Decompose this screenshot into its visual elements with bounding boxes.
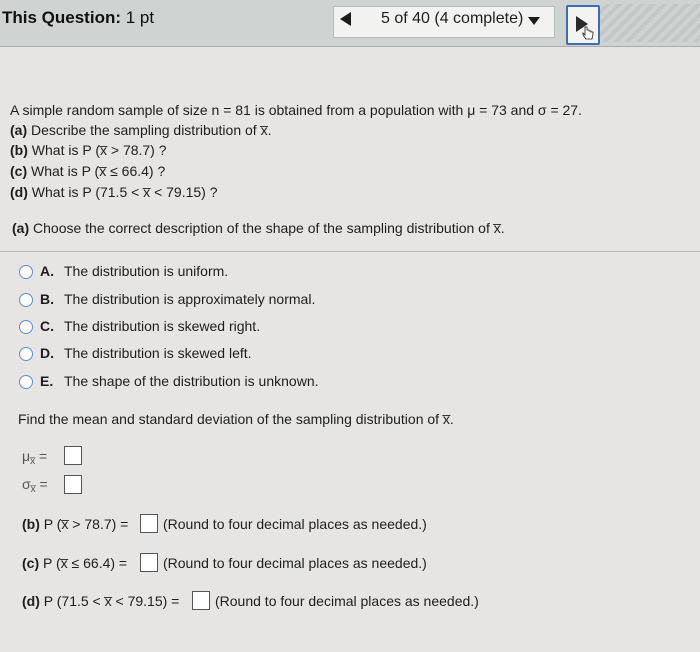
header-pattern bbox=[600, 4, 700, 42]
problem-part-b bbox=[10, 142, 167, 158]
part-d-text: What is P (71.5 < x̅ < 79.15) ? bbox=[31, 184, 218, 200]
question-body bbox=[0, 47, 700, 652]
part-b-row-label: (b) bbox=[22, 516, 40, 532]
option-d-text[interactable]: The distribution is skewed left. bbox=[64, 345, 252, 361]
part-b-label: (b) bbox=[10, 142, 28, 158]
next-question-button[interactable] bbox=[566, 5, 600, 45]
part-a-prompt-text: Choose the correct description of the shape of the sampling distribution of x̅. bbox=[33, 220, 505, 236]
problem-part-d bbox=[10, 184, 218, 200]
sd-equals: = bbox=[39, 476, 48, 492]
option-d-radio[interactable] bbox=[19, 347, 33, 361]
question-header bbox=[0, 0, 700, 47]
part-a-label: (a) bbox=[10, 122, 28, 138]
part-c-note: (Round to four decimal places as needed.) bbox=[163, 555, 427, 571]
sd-label bbox=[22, 476, 48, 495]
part-d-note: (Round to four decimal places as needed.) bbox=[215, 593, 479, 609]
hand-cursor-icon bbox=[582, 26, 594, 40]
problem-part-c bbox=[10, 163, 165, 179]
sigma-subscript: x̅ bbox=[30, 484, 36, 495]
part-a-text: Describe the sampling distribution of x̅. bbox=[31, 122, 272, 138]
progress-text: 5 of 40 (4 complete) bbox=[381, 10, 524, 27]
part-d-label: (d) bbox=[10, 184, 28, 200]
part-c-row-label: (c) bbox=[22, 555, 40, 571]
part-a-prompt-label: (a) bbox=[12, 220, 30, 236]
sigma-symbol: σ bbox=[22, 476, 31, 492]
divider bbox=[0, 251, 700, 252]
part-d-row-label: (d) bbox=[22, 593, 40, 609]
previous-question-icon[interactable] bbox=[340, 12, 351, 26]
sd-answer-input[interactable] bbox=[64, 475, 82, 494]
part-d-row bbox=[22, 593, 179, 609]
mu-subscript: x̅ bbox=[30, 456, 36, 467]
option-b-letter: B. bbox=[40, 291, 54, 307]
part-b-text: What is P (x̅ > 78.7) ? bbox=[31, 142, 167, 158]
problem-part-a bbox=[10, 122, 271, 138]
part-d-answer-input[interactable] bbox=[192, 591, 210, 610]
problem-intro: A simple random sample of size n = 81 is obtained from a population with μ = 73 and σ = 27. bbox=[10, 102, 582, 118]
option-e-text[interactable]: The shape of the distribution is unknown. bbox=[64, 373, 319, 389]
question-points: 1 pt bbox=[125, 8, 155, 27]
question-label: This Question: bbox=[2, 8, 121, 27]
option-c-text[interactable]: The distribution is skewed right. bbox=[64, 318, 261, 334]
part-d-expression: P (71.5 < x̅ < 79.15) = bbox=[43, 593, 180, 609]
part-b-expression: P (x̅ > 78.7) = bbox=[43, 516, 129, 532]
mean-equals: = bbox=[38, 448, 48, 464]
mean-label bbox=[22, 448, 47, 467]
part-c-row bbox=[22, 555, 127, 571]
option-b-text[interactable]: The distribution is approximately normal. bbox=[64, 291, 316, 307]
option-a-letter: A. bbox=[40, 263, 54, 279]
part-b-row bbox=[22, 516, 128, 532]
mu-symbol: μ bbox=[22, 448, 31, 464]
option-e-radio[interactable] bbox=[19, 375, 33, 389]
option-a-text[interactable]: The distribution is uniform. bbox=[64, 263, 229, 279]
option-e-letter: E. bbox=[40, 373, 54, 389]
option-c-letter: C. bbox=[40, 318, 54, 334]
mean-answer-input[interactable] bbox=[64, 446, 82, 465]
question-points-label bbox=[2, 8, 154, 28]
option-d-letter: D. bbox=[40, 345, 54, 361]
option-b-radio[interactable] bbox=[19, 293, 33, 307]
part-c-text: What is P (x̅ ≤ 66.4) ? bbox=[31, 163, 166, 179]
part-c-answer-input[interactable] bbox=[140, 553, 158, 572]
part-c-label: (c) bbox=[10, 163, 28, 179]
question-list-dropdown-icon[interactable] bbox=[528, 17, 540, 25]
part-c-expression: P (x̅ ≤ 66.4) = bbox=[43, 555, 128, 571]
part-a-prompt bbox=[12, 220, 505, 236]
part-b-answer-input[interactable] bbox=[140, 514, 158, 533]
part-b-note: (Round to four decimal places as needed.) bbox=[163, 516, 427, 532]
option-c-radio[interactable] bbox=[19, 320, 33, 334]
option-a-radio[interactable] bbox=[19, 265, 33, 279]
mean-sd-prompt: Find the mean and standard deviation of the sampling distribution of x̅. bbox=[18, 411, 454, 427]
